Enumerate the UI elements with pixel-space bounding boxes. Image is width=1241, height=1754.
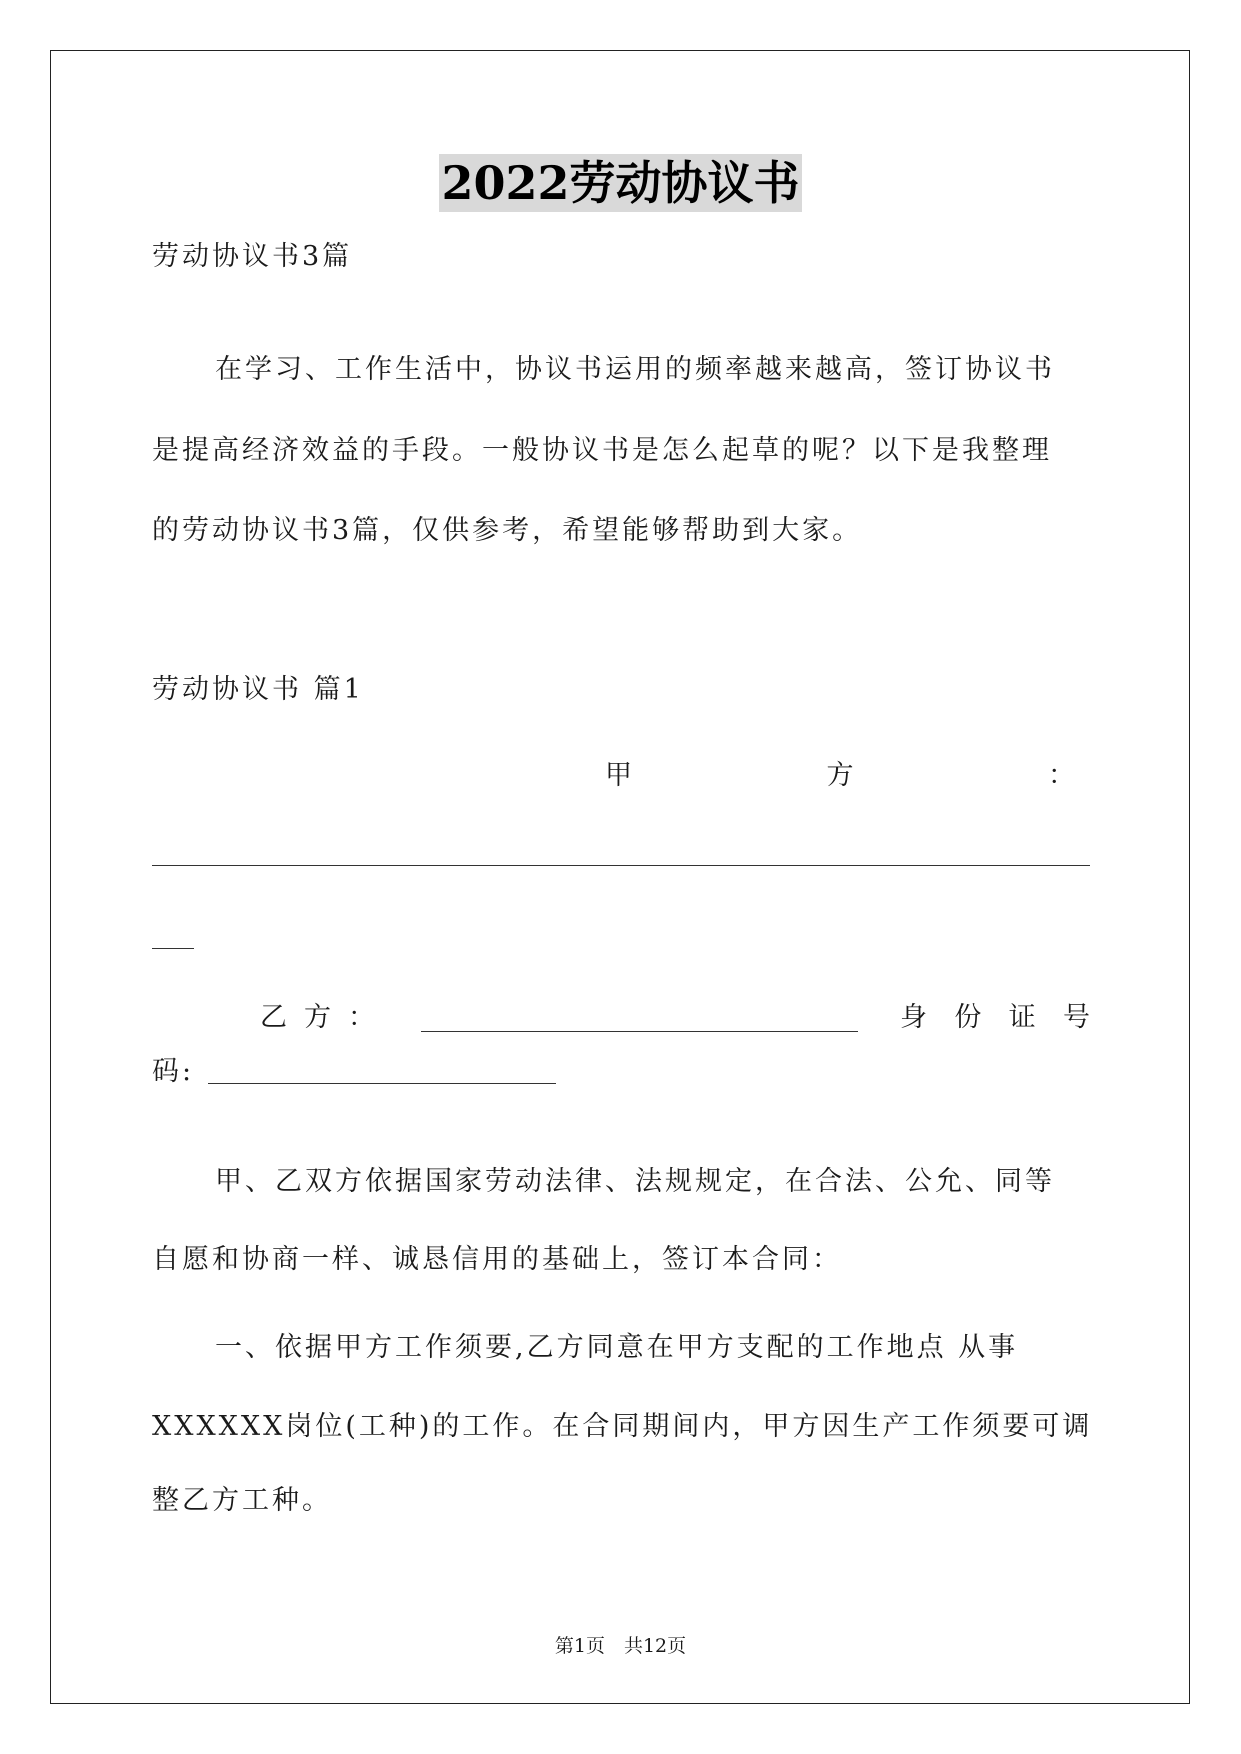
party-b-label [260,1001,375,1035]
para2-line-3: 整乙方工种。 [152,1485,332,1516]
section1-heading: 劳动协议书 篇1 [152,674,364,705]
party-b-fill-line [421,1031,858,1032]
para1-line-1: 甲、乙双方依据国家劳动法律、法规规定，在合法、公允、同等 [215,1166,1055,1197]
id-label-char-4: 号 [1062,1002,1090,1033]
party-b-colon: ： [348,1002,375,1033]
id-number-label-tail: 码: [152,1056,195,1087]
page-border [50,50,1190,1704]
party-a-colon: ： [1048,760,1075,791]
id-label-char-3: 证 [1008,1002,1036,1033]
id-label-char-2: 份 [954,1002,982,1033]
intro-line-3: 的劳动协议书3篇，仅供参考，希望能够帮助到大家。 [152,515,863,546]
intro-line-1: 在学习、工作生活中，协议书运用的频率越来越高，签订协议书 [215,354,1055,385]
party-a-label [605,759,1075,793]
document-title: 2022劳动协议书 [441,156,800,210]
party-a-fill-line [152,865,1090,866]
id-number-fill-line [208,1083,556,1084]
para2-line-2: XXXXXX岗位(工种)的工作。在合同期间内，甲方因生产工作须要可调 [152,1411,1093,1442]
document-subtitle: 劳动协议书3篇 [152,241,353,272]
intro-line-2: 是提高经济效益的手段。一般协议书是怎么起草的呢？以下是我整理 [152,435,1052,466]
para2-line-1: 一、依据甲方工作须要,乙方同意在甲方支配的工作地点 从事 [215,1332,1019,1363]
party-b-char-2: 方 [304,1002,331,1033]
party-a-fill-line-tail [152,948,194,949]
id-label-char-1: 身 [900,1002,927,1033]
page-footer: 第1页 共12页 [554,1635,687,1657]
party-a-char-1: 甲 [605,760,632,791]
party-b-char-1: 乙 [260,1002,287,1033]
title-container [0,154,1241,212]
para1-line-2: 自愿和协商一样、诚恳信用的基础上，签订本合同： [152,1244,842,1275]
party-a-char-2: 方 [826,760,854,791]
id-number-label [900,1001,1090,1035]
